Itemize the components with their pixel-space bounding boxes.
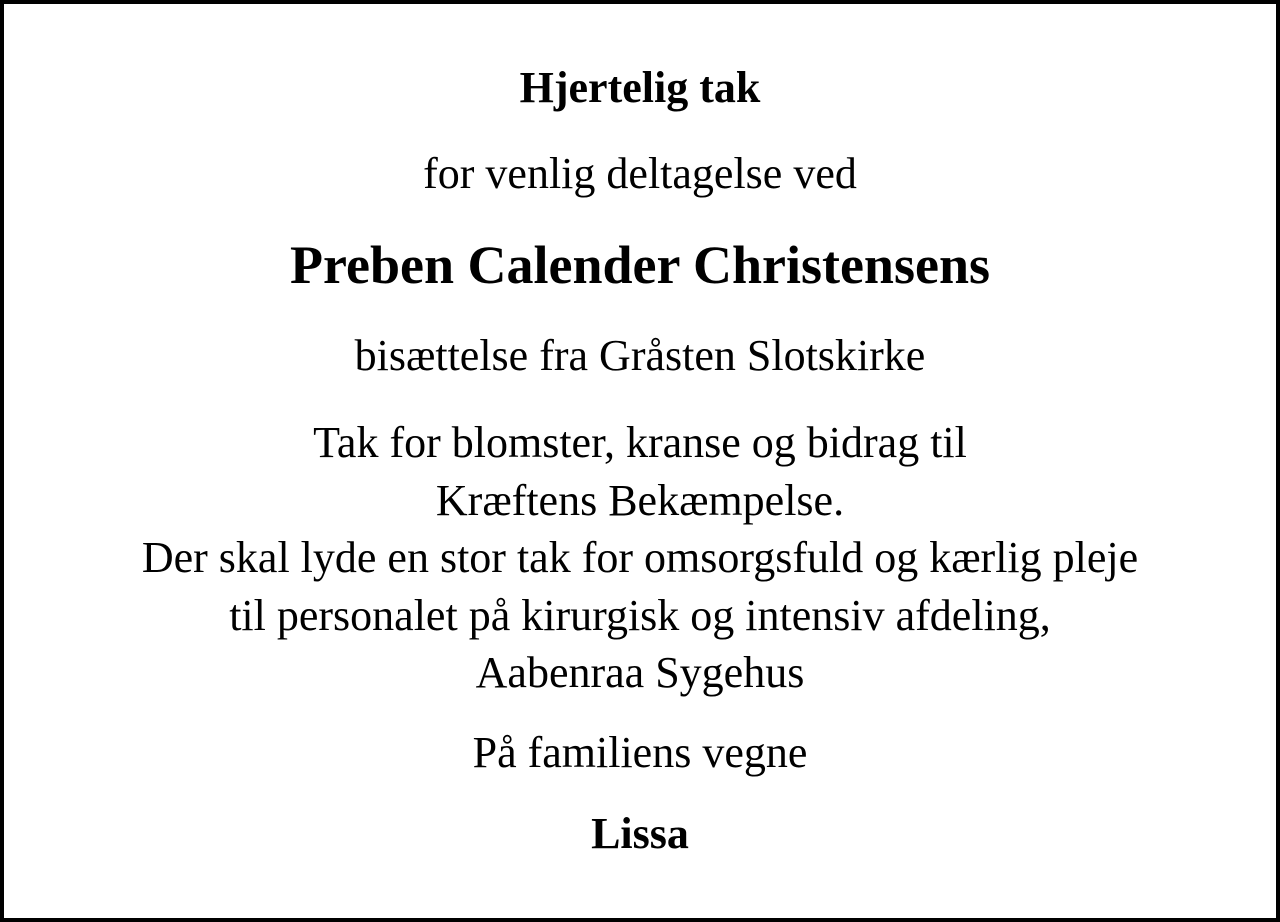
body-line: Kræftens Bekæmpelse. (435, 475, 845, 525)
notice-body (4, 414, 1276, 702)
body-line: Der skal lyde en stor tak for omsorgsfuld og kærlig pleje (141, 533, 1139, 582)
notice-heading: Hjertelig tak (519, 63, 761, 112)
deceased-name: Preben Calender Christensens (290, 235, 990, 295)
body-line: Tak for blomster, kranse og bidrag til (313, 418, 967, 467)
funeral-occasion: bisættelse fra Gråsten Slotskirke (354, 331, 926, 380)
body-line: Aabenraa Sygehus (475, 648, 805, 697)
signature: Lissa (591, 809, 689, 858)
notice-intro: for venlig deltagelse ved (423, 149, 857, 198)
body-line: til personalet på kirurgisk og intensiv afdeling, (229, 590, 1051, 640)
closing-line: På familiens vegne (472, 728, 808, 777)
